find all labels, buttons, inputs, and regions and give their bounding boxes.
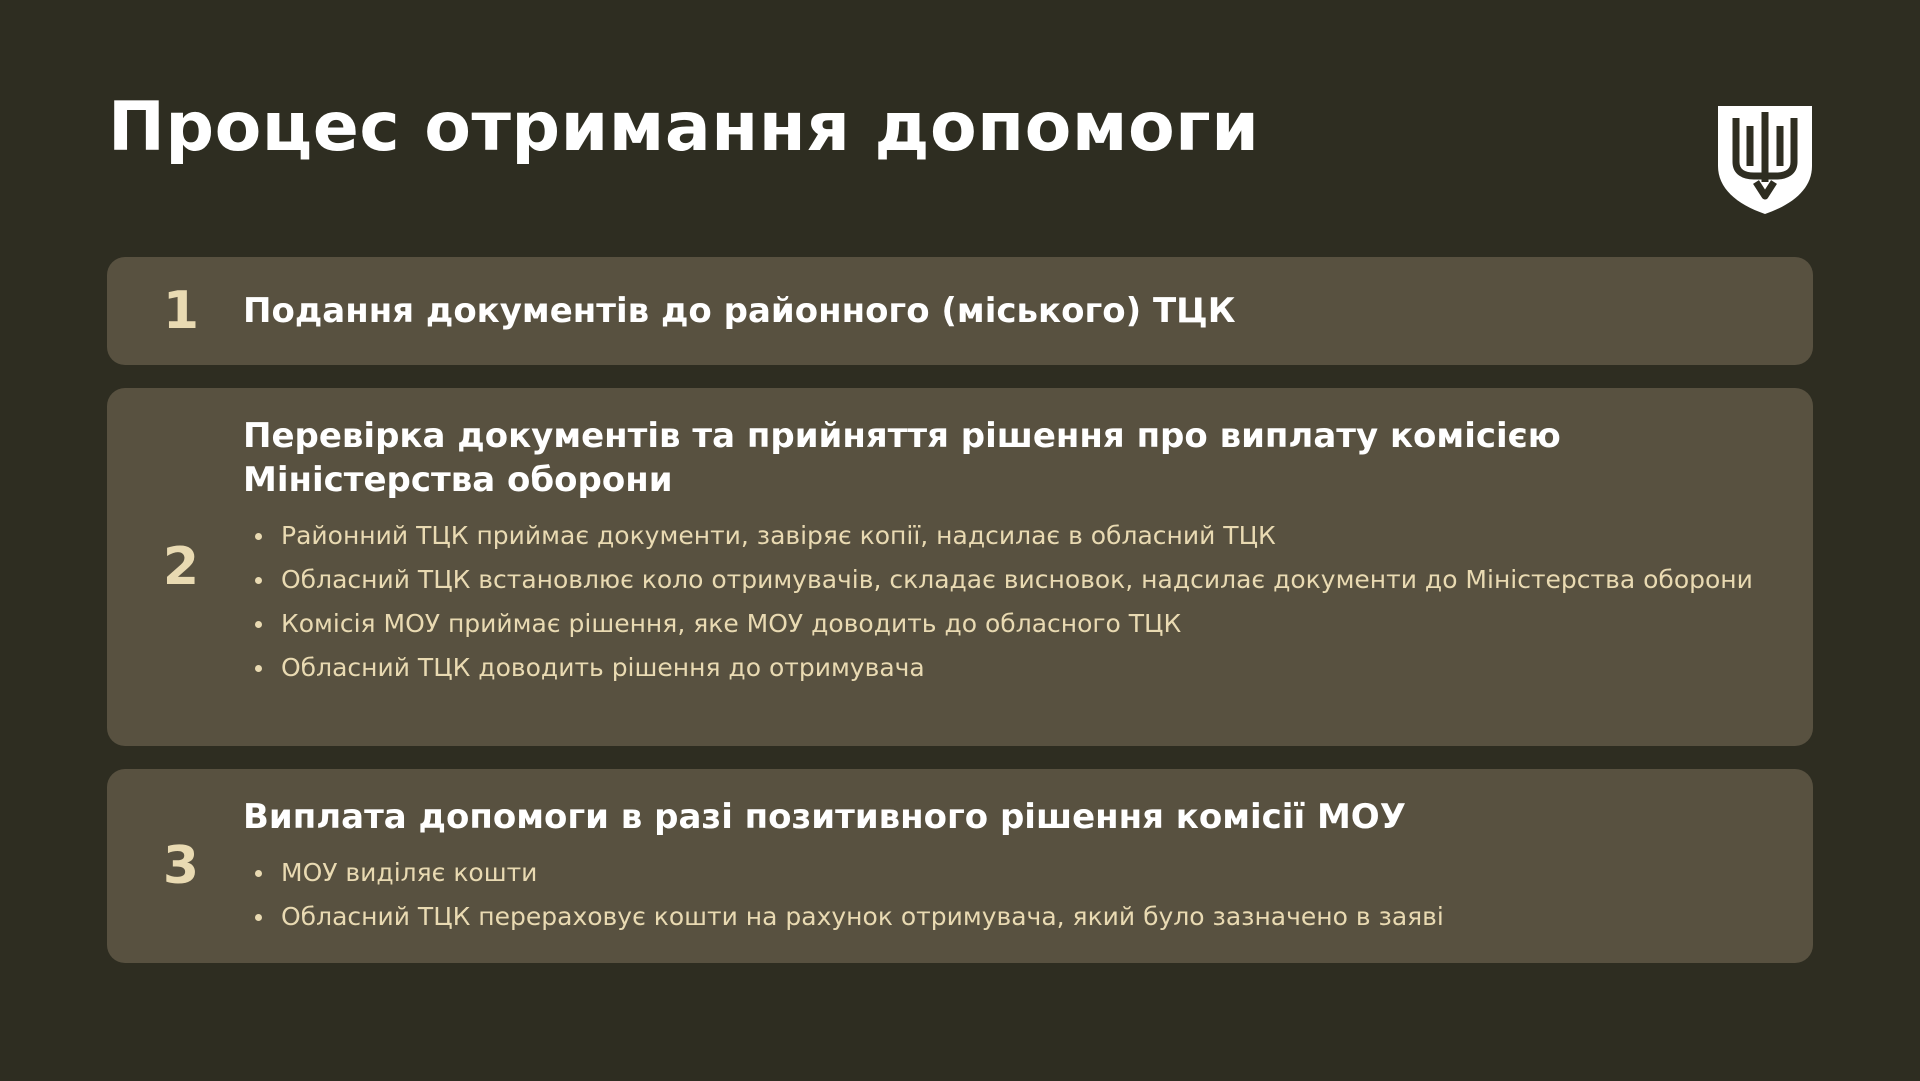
trident-shield-icon — [1716, 104, 1814, 216]
bullet-item: МОУ виділяє кошти — [255, 857, 1753, 888]
page-title: Процес отримання допомоги — [108, 88, 1260, 167]
bullet-item: Обласний ТЦК встановлює коло отримувачів, складає висновок, надсилає документи до Міністерства оборони — [255, 564, 1753, 595]
step-bullets — [243, 857, 1753, 932]
step-number: 2 — [162, 537, 200, 597]
bullet-item: Обласний ТЦК доводить рішення до отримувача — [255, 652, 1753, 683]
steps-list — [107, 257, 1813, 986]
step-title: Подання документів до районного (міського) ТЦК — [243, 291, 1236, 331]
bullet-item: Обласний ТЦК перераховує кошти на рахунок отримувача, який було зазначено в заяві — [255, 901, 1753, 932]
step-title: Перевірка документів та прийняття рішення про виплату комісією Міністерства оборони — [243, 416, 1561, 500]
step-title: Виплата допомоги в разі позитивного рішення комісії МОУ — [243, 797, 1406, 837]
step-card — [107, 388, 1813, 746]
bullet-item: Районний ТЦК приймає документи, завіряє копії, надсилає в обласний ТЦК — [255, 520, 1753, 551]
step-card — [107, 257, 1813, 365]
step-bullets — [243, 520, 1753, 683]
step-number: 3 — [162, 836, 200, 896]
step-number: 1 — [162, 281, 200, 341]
bullet-item: Комісія МОУ приймає рішення, яке МОУ доводить до обласного ТЦК — [255, 608, 1753, 639]
step-card — [107, 769, 1813, 963]
